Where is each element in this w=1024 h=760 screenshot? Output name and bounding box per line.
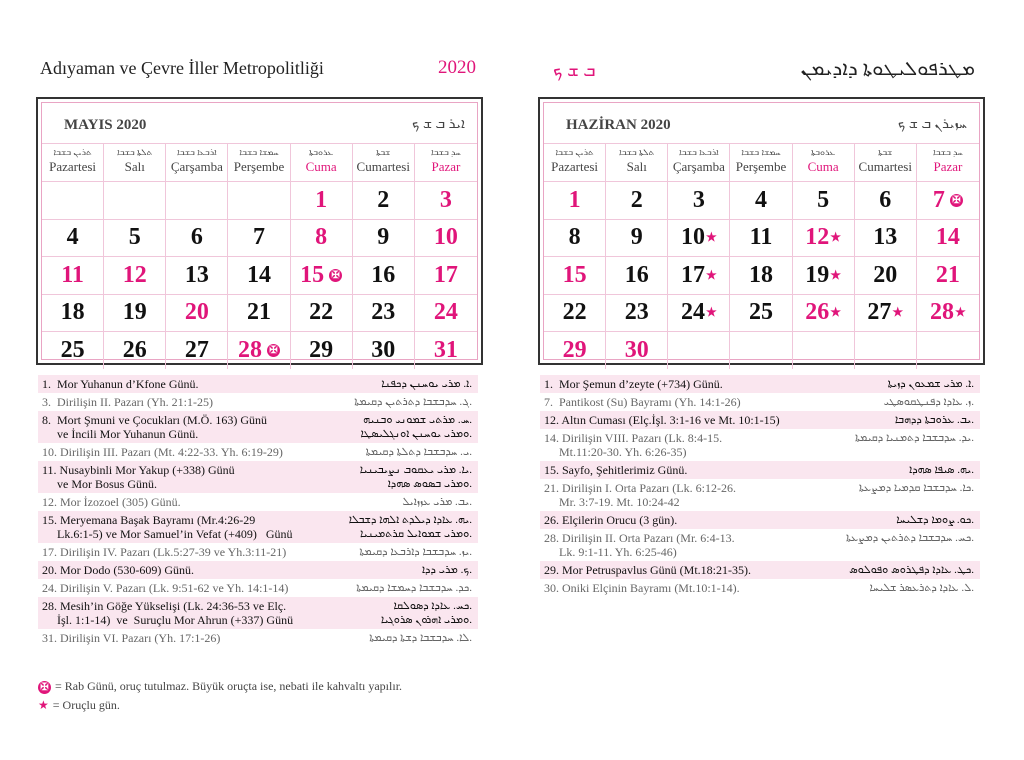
day-number: 17 <box>680 261 705 288</box>
cross-icon: ✠ <box>38 681 51 694</box>
star-icon: ★ <box>705 230 717 245</box>
event-text-syriac: ܠ. ܥܐܕܐ ܕܬܪܥܣܪ ܫܠܝܚܐ. <box>869 582 974 594</box>
day-header-label: Pazartesi <box>49 159 97 174</box>
day-header <box>228 143 290 181</box>
day-number: 11 <box>61 261 84 288</box>
legend-cross-text: = Rab Günü, oruç tutulmaz. Büyük oruçta ise, nebati ile kahvaltı yapılır. <box>55 679 403 693</box>
day-header <box>42 143 104 181</box>
day-number: 9 <box>377 224 390 251</box>
day-number: 11 <box>749 224 773 251</box>
event-text: 12. Altın Cuması (Elç.İşl. 3:1-16 ve Mt. 10:1-15) <box>544 413 780 427</box>
month-title: HAZİRAN 2020 <box>566 117 671 133</box>
day-header-syriac: ܬܠܬܐ ܒܫܒܐ <box>116 147 153 157</box>
day-cell <box>42 219 104 257</box>
day-number: 1 <box>568 186 581 213</box>
day-cell <box>730 331 792 369</box>
event-text: 14. Dirilişin VIII. Pazarı (Lk. 8:4-15. Mt.11:20-30. Yh. 6:26-35) <box>544 431 723 459</box>
day-number: 8 <box>315 224 328 251</box>
day-header-label: Pazar <box>933 159 963 174</box>
day-number: 3 <box>692 186 705 213</box>
day-number: 9 <box>630 224 643 251</box>
day-cell <box>917 181 979 219</box>
day-cell <box>291 181 353 219</box>
day-number: 5 <box>128 224 141 251</box>
legend-star-text: = Oruçlu gün. <box>52 698 120 712</box>
day-number: 24 <box>680 299 705 326</box>
day-cell <box>793 256 855 294</box>
event-row <box>540 375 980 393</box>
day-cell <box>291 256 353 294</box>
day-header-syriac: ܫܒܬܐ <box>878 147 893 157</box>
event-text: 11. Nusaybinli Mor Yakup (+338) Günü ve Mor Bosus Günü. <box>42 463 235 491</box>
event-text: 24. Dirilişin V. Pazarı (Lk. 9:51-62 ve Yh. 14:1-14) <box>42 581 289 595</box>
day-number: 19 <box>805 261 830 288</box>
day-cell <box>544 294 606 332</box>
star-icon: ★ <box>955 305 966 320</box>
day-cell <box>730 181 792 219</box>
day-number: 21 <box>935 261 960 288</box>
day-cell <box>228 181 290 219</box>
day-number: 25 <box>60 336 85 363</box>
event-text: 17. Dirilişin IV. Pazarı (Lk.5:27-39 ve Yh.3:11-21) <box>42 545 287 559</box>
day-cell <box>415 181 477 219</box>
day-header <box>353 143 415 181</box>
day-cell <box>917 331 979 369</box>
day-header <box>544 143 606 181</box>
event-text: 21. Dirilişin I. Orta Pazarı (Lk. 6:12-26. Mr. 3:7-19. Mt. 10:24-42 <box>544 481 736 509</box>
day-cell <box>104 219 166 257</box>
day-header <box>730 143 792 181</box>
day-cell <box>415 219 477 257</box>
day-header-syriac: ܥܪܘܒܬܐ <box>308 147 334 157</box>
day-cell <box>544 331 606 369</box>
day-cell <box>606 256 668 294</box>
day-header-label: Cumartesi <box>356 159 410 174</box>
day-header-label: Perşembe <box>735 159 787 174</box>
event-row <box>38 393 478 411</box>
day-header-label: Cuma <box>305 159 337 174</box>
day-number: 15 <box>300 261 325 288</box>
day-cell <box>353 219 415 257</box>
day-cell <box>855 181 917 219</box>
header-syriac-year: ܒ ܫ ܟ <box>553 60 596 80</box>
legend-cross <box>38 679 402 694</box>
event-text: 8. Mort Şmuni ve Çocukları (M.Ö. 163) Günü ve İncili Mor Yuhanun Günü. <box>42 413 267 441</box>
day-cell <box>855 294 917 332</box>
day-cell <box>668 219 730 257</box>
day-number: 29 <box>562 336 587 363</box>
day-cell <box>606 181 668 219</box>
event-text: 28. Mesih’in Göğe Yükselişi (Lk. 24:36-53 ve Elç. İşl. 1:1-14) ve Suruçlu Mor Ahrun (+337) Günü <box>42 599 294 627</box>
star-icon: ★ <box>830 305 842 320</box>
cross-icon: ✠ <box>329 269 342 282</box>
event-row <box>38 411 478 443</box>
day-number: 23 <box>624 299 649 326</box>
day-number: 23 <box>371 299 396 326</box>
event-row <box>38 579 478 597</box>
day-number: 16 <box>371 261 396 288</box>
day-header <box>793 143 855 181</box>
day-cell <box>415 294 477 332</box>
day-number: 17 <box>433 261 458 288</box>
day-cell <box>228 256 290 294</box>
day-cell <box>353 256 415 294</box>
event-text-syriac: ܟܚ. ܚܕܒܫܒܐ ܕܬܪܬܝܢ ܕܡܨܥܬܐ. <box>845 532 974 544</box>
day-cell <box>42 331 104 369</box>
event-text-syriac: ܟܚ. ܥܐܕܐ ܕܣܘܠܩܐ. ܘܡܪܝ ܐܗܪܘܢ ܣܪܘܓܝܐ. <box>380 600 472 626</box>
day-number: 21 <box>246 299 271 326</box>
day-number: 24 <box>433 299 458 326</box>
day-header <box>415 143 477 181</box>
cross-icon: ✠ <box>267 344 280 357</box>
day-header-syriac: ܫܒܬܐ <box>376 147 391 157</box>
day-number: 12 <box>122 261 147 288</box>
event-text: 15. Meryemana Başak Bayramı (Mr.4:26-29 Lk.6:1-5) ve Mor Samuel’in Vefat (+409) Günü <box>42 513 293 541</box>
day-cell <box>415 331 477 369</box>
day-number: 1 <box>315 186 328 213</box>
day-cell <box>793 181 855 219</box>
day-cell <box>544 256 606 294</box>
event-row <box>540 511 980 529</box>
day-number: 25 <box>748 299 773 326</box>
day-cell <box>166 331 228 369</box>
day-cell <box>606 219 668 257</box>
event-text: 30. Oniki Elçinin Bayramı (Mt.10:1-14). <box>544 581 740 595</box>
day-header <box>855 143 917 181</box>
day-cell <box>104 256 166 294</box>
day-number: 16 <box>624 261 649 288</box>
day-header-label: Perşembe <box>233 159 285 174</box>
event-text-syriac: ܙ. ܥܐܕܐ ܕܦܢܛܩܘܣܛܝ. <box>883 396 974 408</box>
event-row <box>540 461 980 479</box>
event-text: 1. Mor Şemun d’zeyte (+734) Günü. <box>544 377 723 391</box>
event-text-syriac: ܝ. ܚܕܒܫܒܐ ܕܬܠܬܐ ܕܩܝܡܬܐ. <box>365 446 472 458</box>
day-number: 12 <box>805 224 830 251</box>
day-number: 3 <box>439 186 452 213</box>
day-cell <box>855 256 917 294</box>
day-cell <box>353 331 415 369</box>
day-cell <box>668 331 730 369</box>
day-cell <box>855 331 917 369</box>
day-header-label: Pazartesi <box>551 159 599 174</box>
day-number: 20 <box>184 299 209 326</box>
day-cell <box>855 219 917 257</box>
event-text-syriac: ܝܐ. ܡܪܝ ܝܥܩܘܒ ܢܨܝܒܝܢܝܐ. ܘܡܪܝ ܒܣܘܣ ܣܗܕܐ. <box>359 464 472 490</box>
day-header <box>606 143 668 181</box>
day-header-syriac: ܐܪܒܥܐ ܒܫܒܐ <box>177 147 217 157</box>
event-text-syriac: ܟ. ܡܪܝ ܕܕܐ. <box>421 564 472 576</box>
day-cell <box>291 219 353 257</box>
day-header-syriac: ܐܪܒܥܐ ܒܫܒܐ <box>679 147 719 157</box>
day-cell <box>544 219 606 257</box>
day-number: 10 <box>680 224 705 251</box>
star-icon: ★ <box>830 230 842 245</box>
day-number: 20 <box>873 261 898 288</box>
day-cell <box>793 331 855 369</box>
day-cell <box>166 181 228 219</box>
day-number: 29 <box>309 336 334 363</box>
day-cell <box>291 294 353 332</box>
month-title: MAYIS 2020 <box>64 117 147 133</box>
day-number: 5 <box>817 186 830 213</box>
event-text-syriac: ܟܛ. ܥܐܕܐ ܕܦܛܪܘܣ ܘܦܘܠܘܣ. <box>849 564 974 576</box>
event-text: 26. Elçilerin Orucu (3 gün). <box>544 513 678 527</box>
day-cell <box>544 181 606 219</box>
event-row <box>38 561 478 579</box>
day-cell <box>104 181 166 219</box>
day-header-label: Salı <box>626 159 647 174</box>
day-cell <box>606 294 668 332</box>
event-text-syriac: ܟܘ. ܨܘܡܐ ܕܫܠܝܚܐ. <box>896 514 974 526</box>
day-number: 4 <box>66 224 79 251</box>
star-icon: ★ <box>830 267 842 282</box>
event-text-syriac: ܝܗ. ܣܝܦܐ ܣܗܕܐ. <box>909 464 974 476</box>
day-cell <box>353 181 415 219</box>
star-icon: ★ <box>705 305 717 320</box>
day-number: 30 <box>624 336 649 363</box>
event-text-syriac: ܟܐ. ܚܕܒܫܒܐ ܩܕܡܝܐ ܕܡܨܥܬܐ. <box>858 482 974 494</box>
event-row <box>38 543 478 561</box>
day-number: 4 <box>754 186 767 213</box>
day-number: 14 <box>246 261 271 288</box>
day-cell <box>415 256 477 294</box>
day-number: 26 <box>805 299 830 326</box>
day-number: 8 <box>568 224 581 251</box>
legend-star <box>38 698 120 713</box>
event-row <box>540 529 980 561</box>
event-text: 29. Mor Petruspavlus Günü (Mt.18:21-35). <box>544 563 751 577</box>
day-number: 15 <box>562 261 587 288</box>
day-number: 7 <box>252 224 265 251</box>
day-number: 2 <box>630 186 643 213</box>
day-header <box>104 143 166 181</box>
day-number: 27 <box>184 336 209 363</box>
event-text-syriac: ܝܒ. ܡܪܝ ܥܙܙܐܝܠ. <box>402 496 472 508</box>
day-header <box>166 143 228 181</box>
day-header <box>668 143 730 181</box>
event-text-syriac: ܚ. ܡܪܬܝ ܫܡܘܢܝ ܘܒܢܝܗ. ܘܡܪܝ ܝܘܚܢܢ ܐܘܢܓܠܝܣܛܐ. <box>360 414 472 440</box>
day-cell <box>228 331 290 369</box>
day-header-label: Pazar <box>431 159 461 174</box>
day-header-label: Cumartesi <box>858 159 912 174</box>
day-number: 13 <box>873 224 898 251</box>
day-number: 7 <box>932 186 945 213</box>
day-cell <box>291 331 353 369</box>
day-header-syriac: ܬܠܬܐ ܒܫܒܐ <box>618 147 655 157</box>
events-list-june <box>540 375 980 597</box>
event-text-syriac: ܝܕ. ܚܕܒܫܒܐ ܕܬܡܢܝܐ ܕܩܝܡܬܐ. <box>855 432 974 444</box>
day-cell <box>730 256 792 294</box>
event-text: 28. Dirilişin II. Orta Pazarı (Mr. 6:4-13. Lk. 9:1-11. Yh. 6:25-46) <box>544 531 735 559</box>
event-text: 10. Dirilişin III. Pazarı (Mt. 4:22-33. Yh. 6:19-29) <box>42 445 283 459</box>
event-text-syriac: ܝܙ. ܚܕܒܫܒܐ ܕܐܪܒܥܐ ܕܩܝܡܬܐ. <box>359 546 472 558</box>
event-text-syriac: ܐ. ܡܪܝ ܝܘܚܢܢ ܕܟܦܢܐ. <box>381 378 472 390</box>
day-cell <box>42 294 104 332</box>
header-title: Adıyaman ve Çevre İller Metropolitliği <box>40 58 324 78</box>
event-text: 12. Mor İzozoel (305) Günü. <box>42 495 181 509</box>
star-icon: ★ <box>892 305 904 320</box>
event-text: 1. Mor Yuhanun d’Kfone Günü. <box>42 377 199 391</box>
day-cell <box>668 294 730 332</box>
event-text-syriac: ܝܒ. ܥܪܘܒܬܐ ܕܕܗܒܐ. <box>894 414 974 426</box>
day-number: 19 <box>122 299 147 326</box>
event-row <box>38 629 478 647</box>
star-icon: ★ <box>38 698 49 712</box>
calendar-grid <box>42 143 477 369</box>
month-title-syriac: ܚܙܝܪܢ ܒ ܫ ܟ <box>897 117 967 132</box>
day-cell <box>104 331 166 369</box>
event-text-syriac: ܐ. ܡܪܝ ܫܡܥܘܢ ܕܙܝܬܐ. <box>887 378 974 390</box>
day-header-label: Çarşamba <box>170 159 223 174</box>
day-header-label: Çarşamba <box>672 159 725 174</box>
calendar-grid <box>544 143 979 369</box>
month-title-syriac: ܐܝܪ ܒ ܫ ܟ <box>412 117 465 132</box>
day-cell <box>917 294 979 332</box>
event-row <box>38 375 478 393</box>
header-year: 2020 <box>438 57 476 78</box>
event-row <box>540 411 980 429</box>
day-number: 28 <box>237 336 262 363</box>
calendar-june <box>538 97 985 365</box>
event-row <box>540 579 980 597</box>
day-number: 31 <box>433 336 458 363</box>
day-header-syriac: ܥܪܘܒܬܐ <box>810 147 836 157</box>
day-number: 10 <box>433 224 458 251</box>
day-number: 28 <box>930 299 955 326</box>
day-cell <box>793 219 855 257</box>
day-cell <box>353 294 415 332</box>
day-number: 22 <box>562 299 587 326</box>
day-cell <box>228 219 290 257</box>
event-row <box>38 493 478 511</box>
day-cell <box>104 294 166 332</box>
day-cell <box>606 331 668 369</box>
day-number: 18 <box>748 261 773 288</box>
day-number: 30 <box>371 336 396 363</box>
event-text: 7. Pantikost (Su) Bayramı (Yh. 14:1-26) <box>544 395 741 409</box>
day-cell <box>228 294 290 332</box>
calendar-may <box>36 97 483 365</box>
event-row <box>38 511 478 543</box>
event-text-syriac: ܠܐ. ܚܕܒܫܒܐ ܕܫܬܐ ܕܩܝܡܬܐ. <box>369 632 472 644</box>
day-cell <box>917 256 979 294</box>
day-header-syriac: ܚܕ ܒܫܒܐ <box>431 147 461 157</box>
day-header-syriac: ܚܡܫܐ ܒܫܒܐ <box>239 147 279 157</box>
day-number: 27 <box>867 299 892 326</box>
event-row <box>540 479 980 511</box>
day-cell <box>730 219 792 257</box>
day-cell <box>730 294 792 332</box>
day-cell <box>42 181 104 219</box>
event-text: 15. Sayfo, Şehitlerimiz Günü. <box>544 463 688 477</box>
day-number: 6 <box>190 224 203 251</box>
day-header <box>917 143 979 181</box>
day-number: 26 <box>122 336 147 363</box>
day-cell <box>668 256 730 294</box>
day-cell <box>166 256 228 294</box>
event-row <box>38 461 478 493</box>
day-header-label: Salı <box>124 159 145 174</box>
event-row <box>540 429 980 461</box>
day-number: 14 <box>935 224 960 251</box>
event-text: 20. Mor Dodo (530-609) Günü. <box>42 563 194 577</box>
event-row <box>38 443 478 461</box>
day-cell <box>793 294 855 332</box>
day-cell <box>166 219 228 257</box>
day-header <box>291 143 353 181</box>
day-header-syriac: ܬܪܝܢ ܒܫܒܐ <box>555 147 594 157</box>
day-cell <box>668 181 730 219</box>
event-row <box>540 393 980 411</box>
day-number: 18 <box>60 299 85 326</box>
day-header-label: Cuma <box>807 159 839 174</box>
day-header-syriac: ܚܕ ܒܫܒܐ <box>933 147 963 157</box>
day-header-syriac: ܚܡܫܐ ܒܫܒܐ <box>741 147 781 157</box>
event-text-syriac: ܟܕ. ܚܕܒܫܒܐ ܕܚܡܫܐ ܕܩܝܡܬܐ. <box>356 582 472 594</box>
event-text: 3. Dirilişin II. Pazarı (Yh. 21:1-25) <box>42 395 213 409</box>
event-row <box>540 561 980 579</box>
events-list-may <box>38 375 478 647</box>
event-text-syriac: ܓ. ܚܕܒܫܒܐ ܕܬܪܬܝܢ ܕܩܝܡܬܐ. <box>354 396 472 408</box>
day-cell <box>42 256 104 294</box>
day-number: 13 <box>184 261 209 288</box>
event-text-syriac: ܝܗ. ܥܐܕܐ ܕܝܠܕܬ ܐܠܗܐ ܕܫܒܠܐ. ܘܡܪܝ ܫܡܘܐܝܠ ܩܪܬܡܝܢܝܐ. <box>348 514 472 540</box>
event-text: 31. Dirilişin VI. Pazarı (Yh. 17:1-26) <box>42 631 221 645</box>
day-number: 22 <box>309 299 334 326</box>
header-syriac-title: ܡܛܪܦܘܠܝܛܘܬܐ ܕܐܕܝܡܢ <box>800 58 975 80</box>
day-number: 6 <box>879 186 892 213</box>
day-number: 2 <box>377 186 390 213</box>
day-header-syriac: ܬܪܝܢ ܒܫܒܐ <box>53 147 92 157</box>
day-cell <box>917 219 979 257</box>
star-icon: ★ <box>705 267 717 282</box>
day-cell <box>166 294 228 332</box>
cross-icon: ✠ <box>950 194 963 207</box>
event-row <box>38 597 478 629</box>
